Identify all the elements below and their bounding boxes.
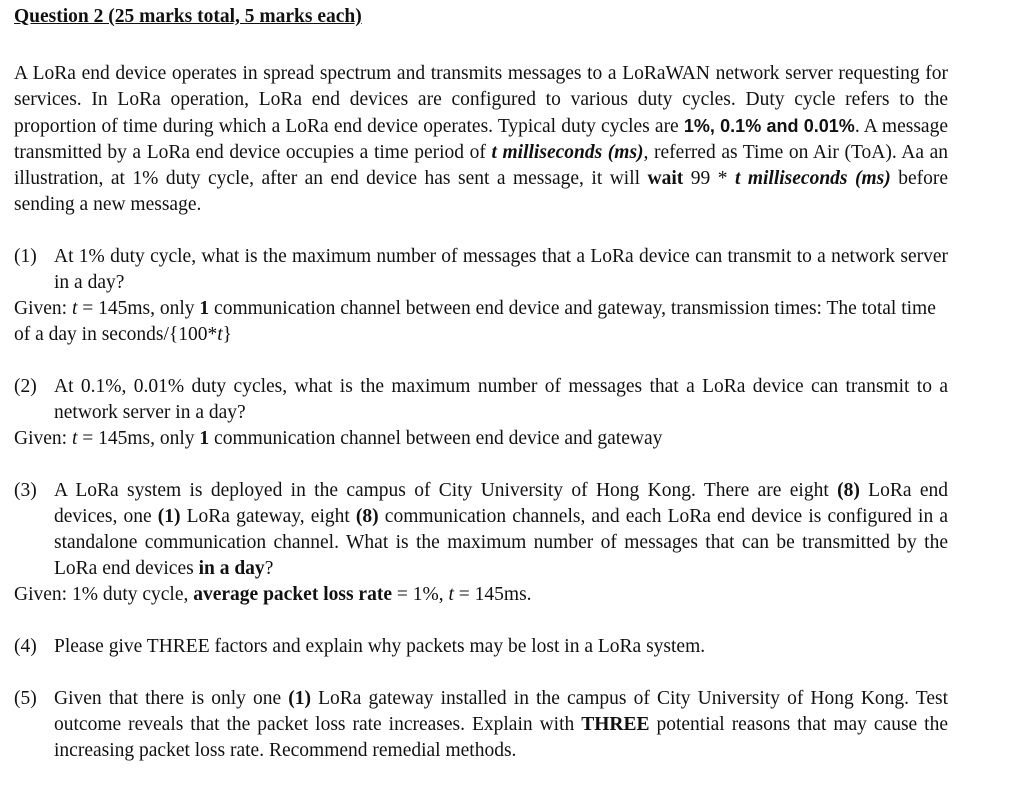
question-3-body-5: ? — [264, 558, 274, 579]
question-3-body-3: LoRa gateway, eight — [180, 506, 356, 527]
packet-loss-label: average packet loss rate — [193, 584, 392, 605]
question-2-given — [14, 426, 948, 452]
given-channel-count: 1 — [199, 428, 210, 449]
given-t: t — [448, 584, 454, 605]
channel-count: (8) — [355, 506, 379, 527]
intro-text-1: A LoRa end device operates in spread spectrum and transmits messages to a LoRaWAN network server requesting for services. In LoRa operation, LoRa end devices are configured to various duty cycles. Duty cycle refers to the proportion of time during which a LoRa end device operates. Typical duty cycles are — [14, 63, 948, 137]
question-heading: Question 2 (25 marks total, 5 marks each) — [14, 6, 362, 27]
question-4-text — [14, 634, 948, 660]
intro-text-3: , referred as Time on Air (ToA). Aa an illustration, at 1% duty cycle, after an end device has sent a message, it will — [14, 142, 949, 189]
question-2-body: At 0.1%, 0.01% duty cycles, what is the maximum number of messages that a LoRa device can transmit to a network server in a day? — [54, 376, 948, 423]
question-1 — [14, 244, 948, 348]
device-count: (8) — [837, 480, 860, 501]
question-4 — [14, 634, 948, 660]
question-1-given — [14, 296, 948, 348]
given-label: Given: 1% duty cycle, — [14, 584, 194, 605]
question-3-number: (3) — [14, 480, 37, 501]
given-channel-count: 1 — [199, 298, 210, 319]
given-t: t — [71, 298, 78, 319]
intro-text-4: 99 * — [683, 168, 735, 189]
question-document — [14, 4, 948, 764]
given-t: t — [71, 428, 78, 449]
question-1-number: (1) — [14, 246, 37, 267]
given-t-2: t — [217, 324, 223, 345]
question-5-body-2: LoRa gateway installed in the campus of City University of Hong Kong. Test outcome reveals that the packet loss rate increases. Explain with — [54, 688, 948, 735]
question-5-body-3: potential reasons that may cause the increasing packet loss rate. Recommend remedial methods. — [54, 714, 948, 761]
question-4-body: Please give THREE factors and explain why packets may be lost in a LoRa system. — [54, 636, 706, 657]
question-4-number: (4) — [14, 636, 37, 657]
in-a-day: in a day — [198, 558, 265, 579]
question-3-given — [14, 582, 948, 608]
given-label: Given: — [14, 298, 72, 319]
given-label: Given: — [14, 428, 72, 449]
gateway-count: (1) — [157, 506, 181, 527]
question-5-number: (5) — [14, 688, 37, 709]
milliseconds-unit: milliseconds (ms) — [502, 142, 644, 163]
intro-text-2: . A message transmitted by a LoRa end device occupies a time period of — [14, 116, 948, 163]
given-text-a: = 145ms, only — [77, 298, 200, 319]
given-text-b: = 145ms. — [453, 584, 532, 605]
question-2-text — [14, 374, 948, 426]
intro-text-5: before sending a new message. — [14, 168, 949, 215]
question-5 — [14, 686, 948, 764]
question-5-text — [14, 686, 948, 764]
intro-paragraph — [14, 61, 948, 218]
time-variable: t — [491, 142, 497, 163]
given-text-c: } — [222, 324, 233, 345]
milliseconds-unit-2: milliseconds (ms) — [747, 168, 891, 189]
wait-word: wait — [647, 168, 684, 189]
given-text-a: = 145ms, only — [77, 428, 200, 449]
question-2 — [14, 374, 948, 452]
given-text-b: communication channel between end device and gateway, transmission times: The total time of a day in seconds/{100* — [14, 298, 936, 345]
gateway-count: (1) — [288, 688, 312, 709]
three-word: THREE — [581, 714, 650, 735]
question-3-body-2: LoRa end devices, one — [54, 480, 948, 527]
question-1-body: At 1% duty cycle, what is the maximum number of messages that a LoRa device can transmit to a network server in a day? — [54, 246, 948, 293]
question-1-text — [14, 244, 948, 296]
given-text-a: = 1%, — [391, 584, 449, 605]
question-3 — [14, 478, 948, 608]
time-variable-2: t — [734, 168, 741, 189]
question-3-text — [14, 478, 948, 582]
question-3-body-4: communication channels, and each LoRa end device is configured in a standalone communication channel. What is the maximum number of messages that can be transmitted by the LoRa end devices — [54, 506, 948, 579]
given-text-b: communication channel between end device and gateway — [209, 428, 663, 449]
duty-cycle-values: 1%, 0.1% and 0.01% — [683, 116, 855, 136]
question-3-body-1: A LoRa system is deployed in the campus of City University of Hong Kong. There are eight — [54, 480, 838, 501]
question-2-number: (2) — [14, 376, 37, 397]
question-5-body-1: Given that there is only one — [54, 688, 289, 709]
